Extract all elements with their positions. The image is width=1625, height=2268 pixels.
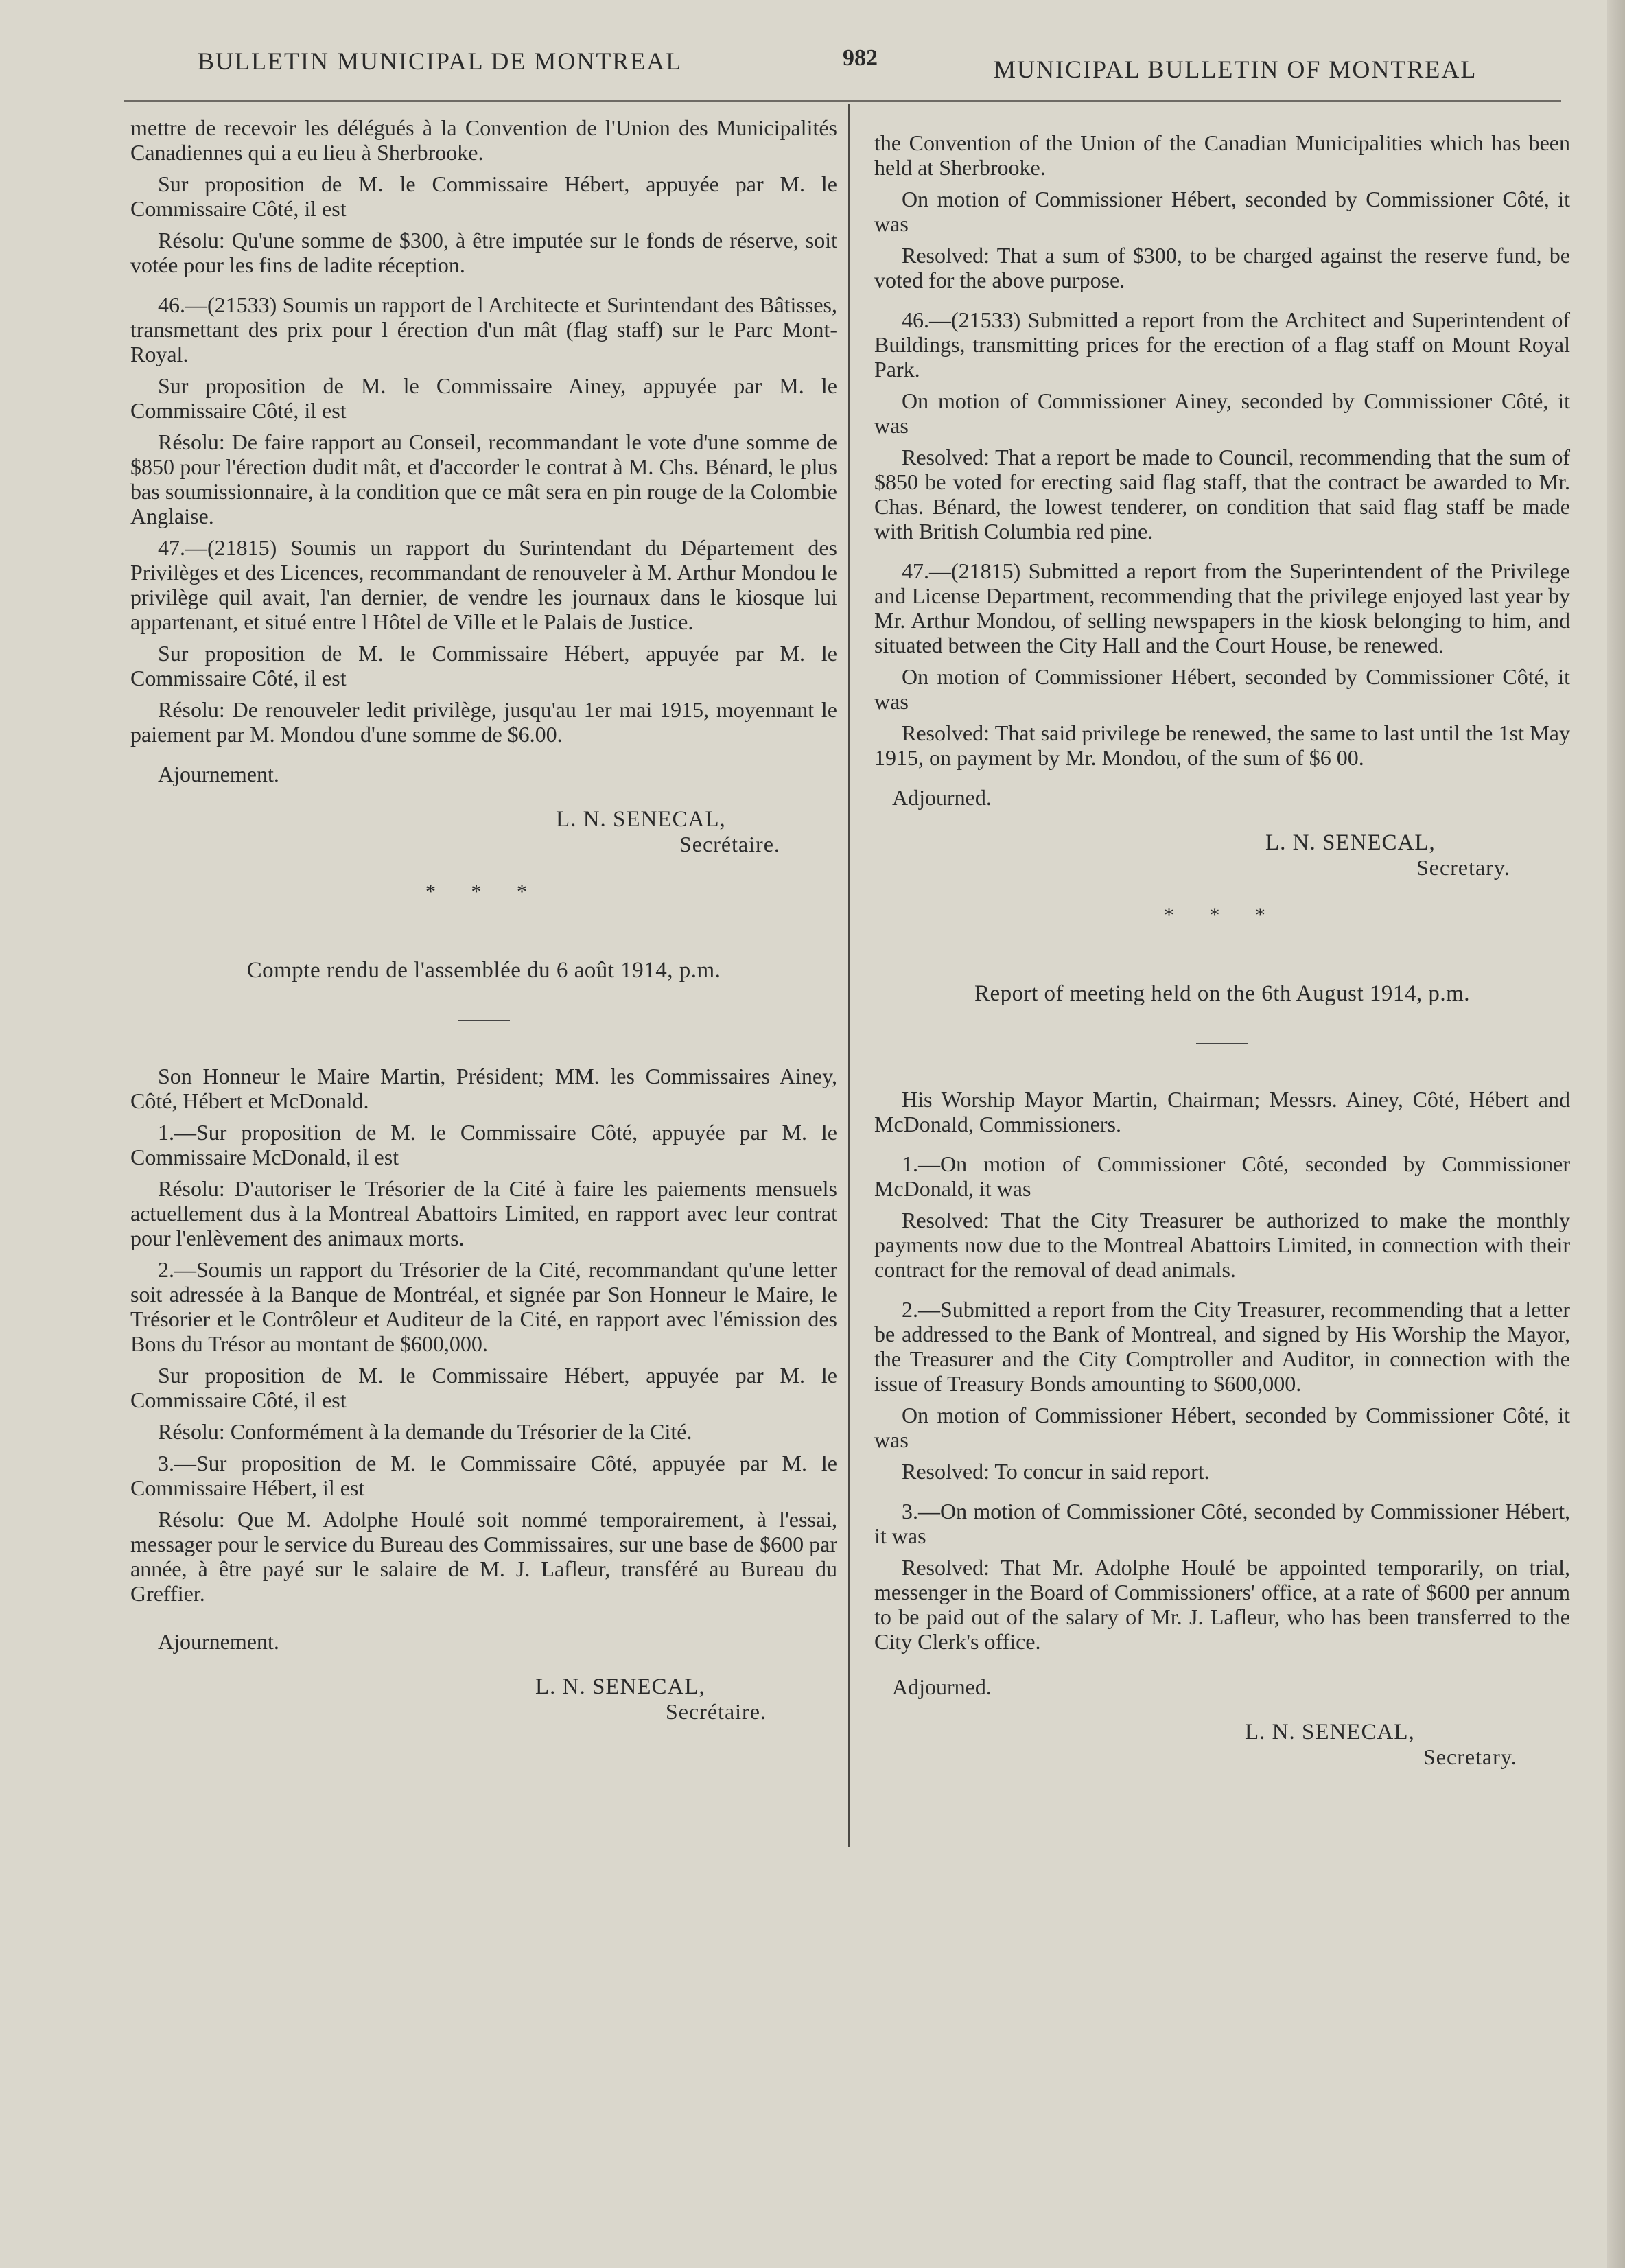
paragraph: Sur proposition de M. le Commissaire Hébert, appuyée par M. le Commissaire Côté, il est	[130, 1363, 837, 1412]
heading-rule	[1196, 1043, 1248, 1044]
paragraph: Résolu: De faire rapport au Conseil, recommandant le vote d'une somme de $850 pour l'érection dudit mât, et d'accorder le contrat à M. Chs. Bénard, le plus bas soumissionnaire, à la condition que ce mât sera en pin rouge de la Colombie Anglaise.	[130, 430, 837, 528]
paragraph: On motion of Commissioner Hébert, seconded by Commissioner Côté, it was	[874, 1403, 1570, 1452]
paragraph: the Convention of the Union of the Canadian Municipalities which has been held at Sherbrooke.	[874, 130, 1570, 180]
adjournment: Ajournement.	[158, 1629, 279, 1654]
signature-title: Secrétaire.	[679, 832, 780, 856]
paragraph: 46.—(21533) Soumis un rapport de l Architecte et Surintendant des Bâtisses, transmettant des prix pour l érection d'un mât (flag staff) sur le Parc Mont-Royal.	[130, 292, 837, 366]
paragraph: 2.—Submitted a report from the City Treasurer, recommending that a letter be addressed to the Bank of Montreal, and signed by His Worship the Mayor, the Treasurer and the City Comptroller and Auditor, in connection with the issue of Treasury Bonds amounting to $600,000.	[874, 1297, 1570, 1396]
paragraph: Resolved: That Mr. Adolphe Houlé be appointed temporarily, on trial, messenger in the Board of Commissioners' office, at a rate of $600 per annum to be paid out of the salary of Mr. J. Lafleur, who has been transferred to the City Clerk's office.	[874, 1555, 1570, 1654]
paragraph: mettre de recevoir les délégués à la Convention de l'Union des Municipalités Canadiennes qui a eu lieu à Sherbrooke.	[130, 115, 837, 165]
paragraph: Sur proposition de M. le Commissaire Ainey, appuyée par M. le Commissaire Côté, il est	[130, 373, 837, 423]
paragraph: On motion of Commissioner Hébert, seconded by Commissioner Côté, it was	[874, 664, 1570, 714]
paragraph: 1.—On motion of Commissioner Côté, seconded by Commissioner McDonald, it was	[874, 1151, 1570, 1201]
paragraph: Résolu: D'autoriser le Trésorier de la Cité à faire les paiements mensuels actuellement dus à la Montreal Abattoirs Limited, en rapport avec leur contrat pour l'enlèvement des animaux morts.	[130, 1176, 837, 1250]
page-number: 982	[843, 45, 878, 71]
paragraph: His Worship Mayor Martin, Chairman; Messrs. Ainey, Côté, Hébert and McDonald, Commissioners.	[874, 1087, 1570, 1136]
paragraph: 47.—(21815) Soumis un rapport du Surintendant du Département des Privilèges et des Licences, recommandant de renouveler à M. Arthur Mondou le privilège quil avait, l'an dernier, de vendre les journaux dans le kiosque lui appartenant, et situé entre l Hôtel de Ville et le Palais de Justice.	[130, 535, 837, 634]
paragraph: 46.—(21533) Submitted a report from the Architect and Superintendent of Buildings, transmitting prices for the erection of a flag staff on Mount Royal Park.	[874, 307, 1570, 382]
paragraph: Résolu: Conformément à la demande du Trésorier de la Cité.	[158, 1419, 692, 1444]
paragraph: Son Honneur le Maire Martin, Président; MM. les Commissaires Ainey, Côté, Hébert et McDonald.	[130, 1064, 837, 1113]
paragraph: On motion of Commissioner Hébert, seconded by Commissioner Côté, it was	[874, 187, 1570, 236]
paragraph: 3.—On motion of Commissioner Côté, seconded by Commissioner Hébert, it was	[874, 1499, 1570, 1548]
page-header	[0, 43, 1625, 84]
header-french-title: BULLETIN MUNICIPAL DE MONTREAL	[198, 47, 683, 75]
section-separator: * * *	[425, 880, 542, 903]
meeting-heading: Report of meeting held on the 6th August 1914, p.m.	[974, 981, 1471, 1006]
signature-name: L. N. SENECAL,	[535, 1674, 705, 1699]
paragraph: Resolved: That a report be made to Council, recommending that the sum of $850 be voted for erecting said flag staff, that the contract be awarded to Mr. Chas. Bénard, the lowest tenderer, on condition that said flag staff be made with British Columbia red pine.	[874, 445, 1570, 543]
signature-name: L. N. SENECAL,	[1265, 830, 1436, 855]
meeting-heading: Compte rendu de l'assemblée du 6 août 1914, p.m.	[246, 958, 721, 983]
page-edge	[1607, 0, 1625, 2268]
header-english-title: MUNICIPAL BULLETIN OF MONTREAL	[994, 56, 1477, 83]
french-column	[130, 115, 837, 1724]
paragraph: Résolu: Qu'une somme de $300, à être imputée sur le fonds de réserve, soit votée pour les fins de ladite réception.	[130, 228, 837, 277]
signature-title: Secrétaire.	[666, 1699, 767, 1724]
signature-name: L. N. SENECAL,	[1245, 1720, 1415, 1744]
paragraph: Resolved: To concur in said report.	[902, 1459, 1210, 1484]
paragraph: 3.—Sur proposition de M. le Commissaire Côté, appuyée par M. le Commissaire Hébert, il est	[130, 1451, 837, 1500]
adjournment: Adjourned.	[892, 1674, 992, 1699]
paragraph: On motion of Commissioner Ainey, seconded by Commissioner Côté, it was	[874, 388, 1570, 438]
paragraph: 1.—Sur proposition de M. le Commissaire Côté, appuyée par M. le Commissaire McDonald, il est	[130, 1120, 837, 1169]
paragraph: 47.—(21815) Submitted a report from the Superintendent of the Privilege and License Department, recommending that the privilege enjoyed last year by Mr. Arthur Mondou, of selling newspapers in the kiosk belonging to him, and situated between the City Hall and the Court House, be renewed.	[874, 559, 1570, 657]
signature-title: Secretary.	[1423, 1744, 1517, 1769]
paragraph: Sur proposition de M. le Commissaire Hébert, appuyée par M. le Commissaire Côté, il est	[130, 172, 837, 221]
paragraph: Résolu: De renouveler ledit privilège, jusqu'au 1er mai 1915, moyennant le paiement par M. Mondou d'une somme de $6.00.	[130, 697, 837, 747]
section-separator: * * *	[1164, 904, 1281, 926]
english-column	[874, 130, 1570, 1769]
paragraph: 2.—Soumis un rapport du Trésorier de la Cité, recommandant qu'une letter soit adressée à la Banque de Montréal, et signée par Son Honneur le Maire, le Trésorier et le Contrôleur et Auditeur de la Cité, en rapport avec l'émission des Bons du Trésor au montant de $600,000.	[130, 1257, 837, 1356]
paragraph: Resolved: That said privilege be renewed, the same to last until the 1st May 1915, on payment by Mr. Mondou, of the sum of $6 00.	[874, 721, 1570, 770]
signature-title: Secretary.	[1416, 855, 1510, 880]
paragraph: Resolved: That the City Treasurer be authorized to make the monthly payments now due to the Montreal Abattoirs Limited, in connection with their contract for the removal of dead animals.	[874, 1208, 1570, 1282]
paragraph: Sur proposition de M. le Commissaire Hébert, appuyée par M. le Commissaire Côté, il est	[130, 641, 837, 690]
signature-name: L. N. SENECAL,	[556, 807, 726, 832]
header-rule	[124, 100, 1561, 102]
paragraph: Résolu: Que M. Adolphe Houlé soit nommé temporairement, à l'essai, messager pour le service du Bureau des Commissaires, sur une base de $600 par année, à être payé sur le salaire de M. J. Lafleur, transféré au Bureau du Greffier.	[130, 1507, 837, 1606]
adjournment: Adjourned.	[892, 785, 992, 810]
column-divider	[848, 104, 850, 1847]
adjournment: Ajournement.	[158, 762, 279, 786]
paragraph: Resolved: That a sum of $300, to be charged against the reserve fund, be voted for the above purpose.	[874, 243, 1570, 292]
heading-rule	[458, 1020, 510, 1021]
